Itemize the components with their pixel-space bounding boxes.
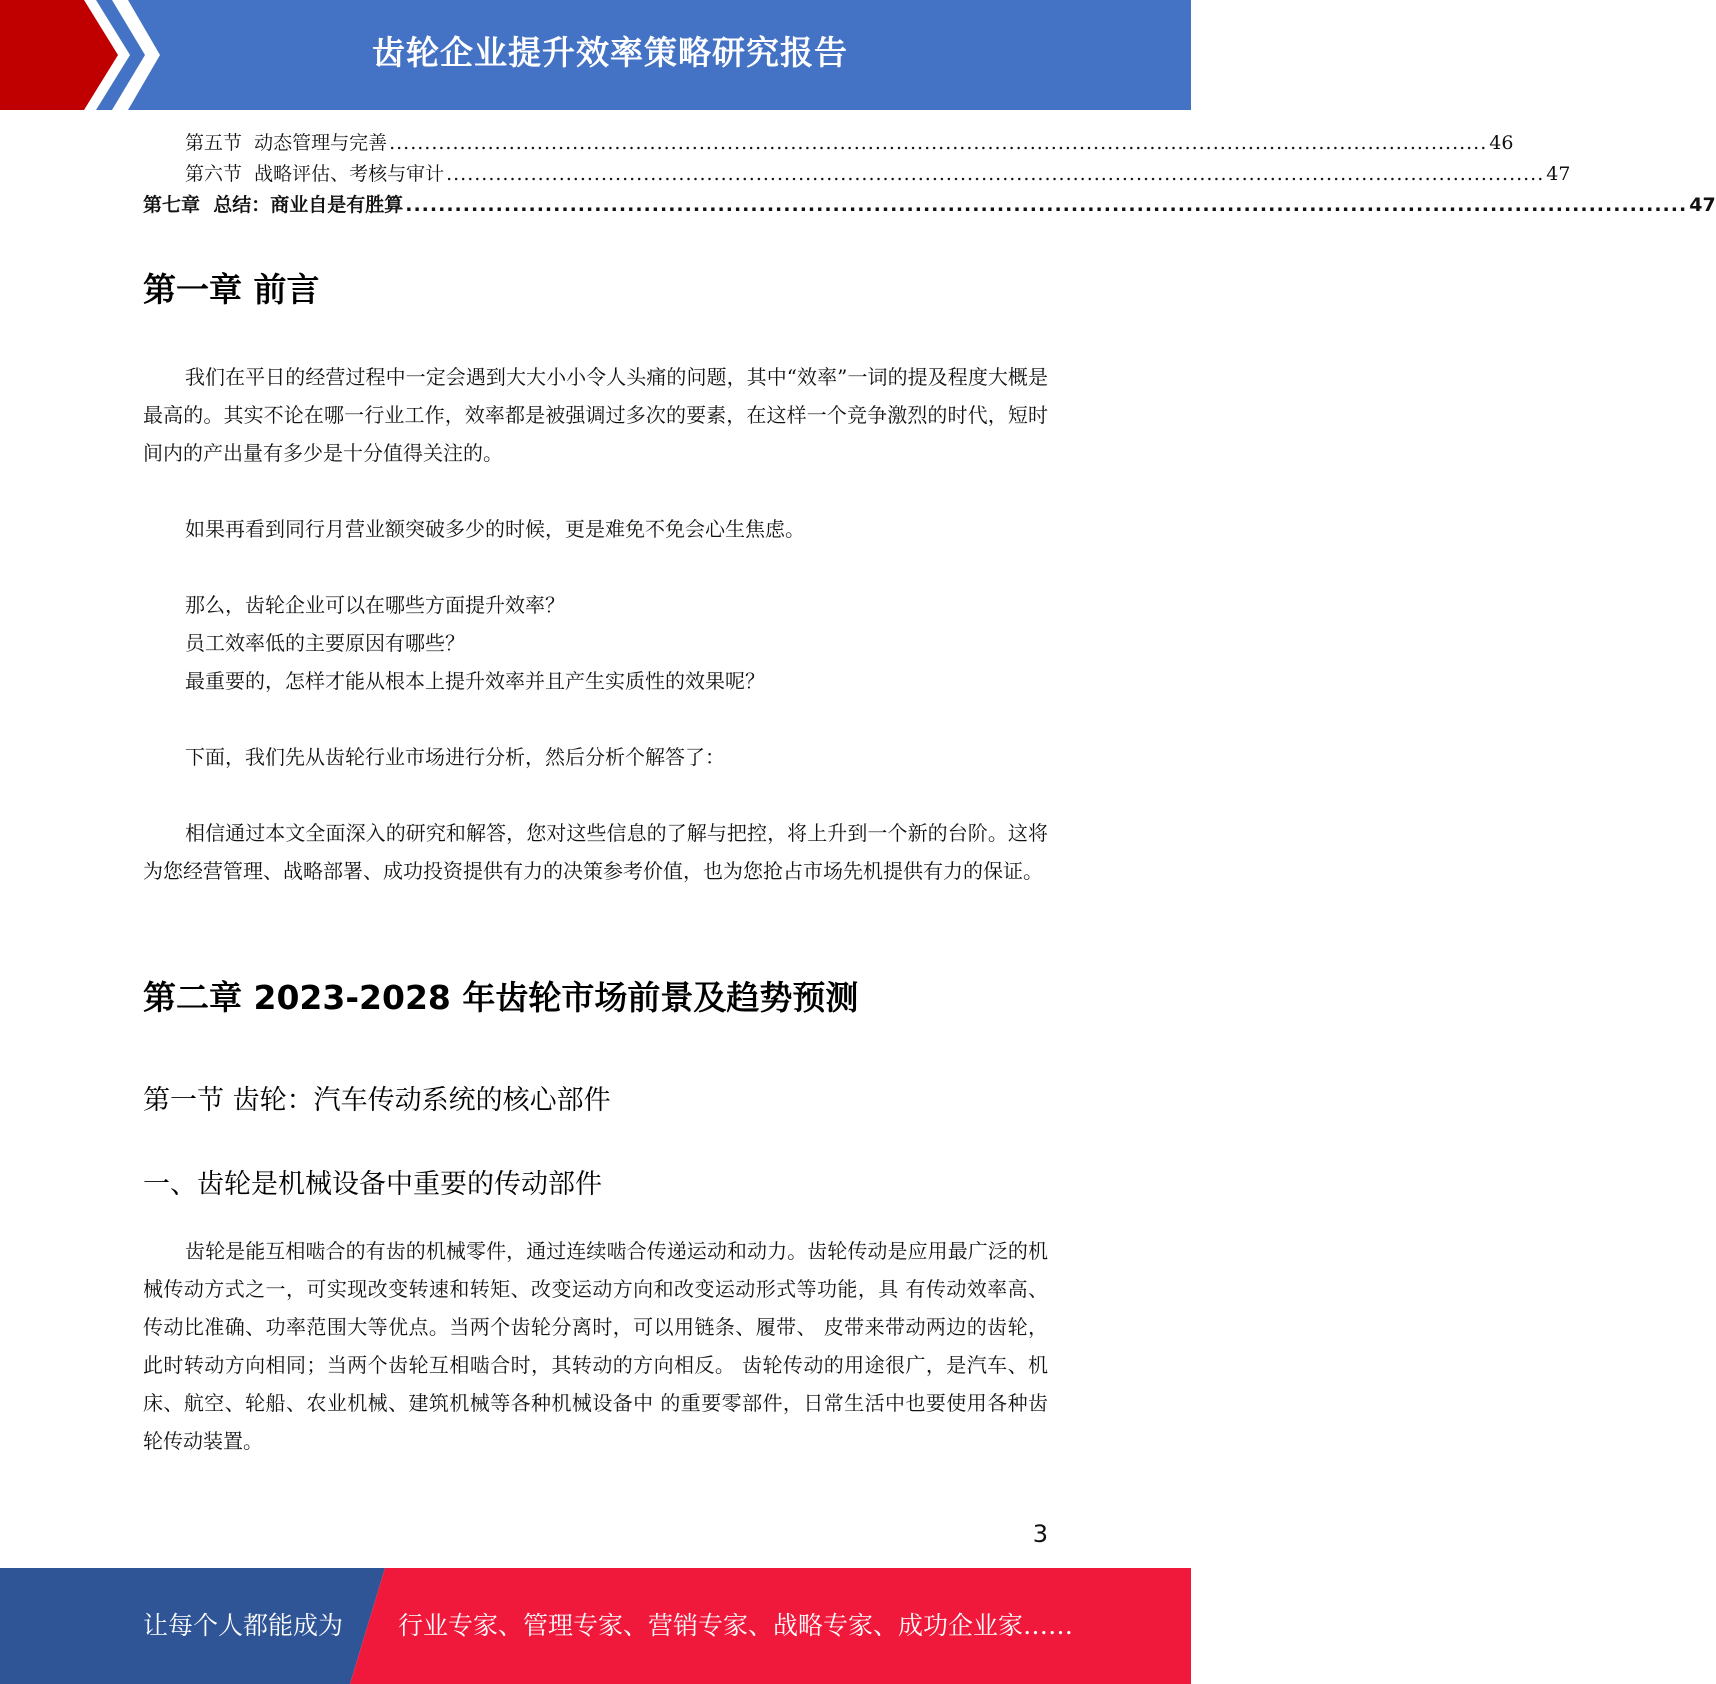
toc-leader-dots: ............................................................................................................................................................ [405,194,1688,216]
toc-entry-title: 第五节 动态管理与完善 [185,132,388,154]
page-number: 3 [1032,1520,1048,1548]
section-1-heading: 第一节 齿轮：汽车传动系统的核心部件 [143,1085,611,1116]
report-title: 齿轮企业提升效率策略研究报告 [372,33,848,72]
footer-slogan-right: 行业专家、管理专家、营销专家、战略专家、成功企业家…… [398,1611,1074,1640]
toc-entry-section-6[interactable] [143,159,1571,190]
toc-entry-chapter-7[interactable] [143,190,1716,221]
paragraph: 下面，我们先从齿轮行业市场进行分析，然后分析个解答了： [185,745,725,769]
toc-entry-page: 46 [1489,132,1514,154]
paragraph: 如果再看到同行月营业额突破多少的时候，更是难免不免会心生焦虑。 [185,517,805,541]
footer-slogan-left: 让每个人都能成为 [143,1611,344,1640]
toc-entry-title: 第六节 战略评估、考核与审计 [185,163,445,185]
table-of-contents [143,128,1716,221]
paragraph: 最重要的，怎样才能从根本上提升效率并且产生实质性的效果呢？ [185,669,765,693]
toc-entry-page: 47 [1546,163,1571,185]
paragraph: 那么，齿轮企业可以在哪些方面提升效率？ [185,593,565,617]
subsection-1-heading: 一、齿轮是机械设备中重要的传动部件 [143,1169,602,1200]
chapter-1-heading: 第一章 前言 [143,270,320,309]
red-arrow-logo-icon [0,0,160,110]
chapter-2-heading: 第二章 2023-2028 年齿轮市场前景及趋势预测 [143,978,859,1017]
paragraph: 我们在平日的经营过程中一定会遇到大大小小令人头痛的问题，其中“效率”一词的提及程度大概是最高的。其实不论在哪一行业工作，效率都是被强调过多次的要素，在这样一个竞争激烈的时代，短时间内的产出量有多少是十分值得关注的。 [143,365,1048,465]
toc-entry-page: 47 [1689,194,1716,216]
footer-banner [0,1568,1191,1684]
paragraph: 齿轮是能互相啮合的有齿的机械零件，通过连续啮合传递运动和动力。齿轮传动是应用最广泛的机械传动方式之一，可实现改变转速和转矩、改变运动方向和改变运动形式等功能，具 有传动效率高、传动比准确、功率范围大等优点。当两个齿轮分离时，可以用链条、履带、 皮带来带动两边的齿轮，此时转动方向相同；当两个齿轮互相啮合时，其转动的方向相反。 齿轮传动的用途很广，是汽车、机床、航空、轮船、农业机械、建筑机械等各种机械设备中 的重要零部件，日常生活中也要使用各种齿轮传动装置。 [143,1239,1048,1453]
toc-entry-section-5[interactable] [143,128,1514,159]
toc-entry-title: 第七章 总结：商业自是有胜算 [143,194,404,216]
header-banner [0,0,1191,110]
paragraph: 员工效率低的主要原因有哪些？ [185,631,465,655]
toc-leader-dots: ............................................................................................................................................................ [389,132,1488,154]
paragraph: 相信通过本文全面深入的研究和解答，您对这些信息的了解与把控，将上升到一个新的台阶。这将为您经营管理、战略部署、成功投资提供有力的决策参考价值，也为您抢占市场先机提供有力的保证。 [143,821,1048,883]
toc-leader-dots: ............................................................................................................................................................ [446,163,1545,185]
